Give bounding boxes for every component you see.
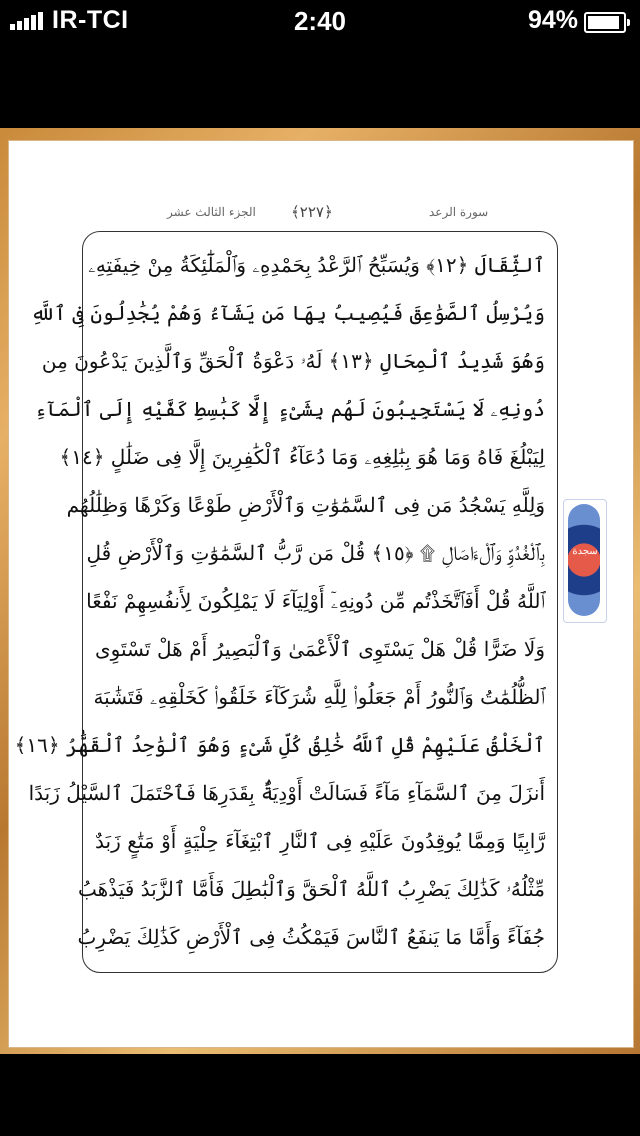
verse-line[interactable]: جُفَآءً وَأَمَّا مَا يَنفَعُ ٱلنَّاسَ فَيَمْكُثُ فِى ٱلْأَرْضِ كَذَٰلِكَ يَضْرِبُ (77, 925, 545, 949)
verse-line[interactable]: وَهُوَ شَدِيدُ ٱلْمِحَالِ ﴿١٣﴾ لَهُۥ دَعْوَةُ ٱلْحَقِّ وَٱلَّذِينَ يَدْعُونَ مِن (41, 349, 545, 373)
quran-page[interactable] (8, 140, 634, 1048)
sajda-ornament-icon (568, 504, 600, 616)
page-number: ﴿٢٢٧﴾ (291, 203, 333, 221)
surah-label: سورة الرعد (429, 205, 489, 219)
battery-percentage: 94% (527, 6, 578, 34)
verse-line[interactable]: ٱلظُّلُمَٰتُ وَٱلنُّورُ أَمْ جَعَلُوا۟ لِلَّهِ شُرَكَآءَ خَلَقُوا۟ كَخَلْقِهِۦ فَتَشَٰبَهَ (93, 685, 545, 709)
verse-line[interactable]: لِيَبْلُغَ فَاهُ وَمَا هُوَ بِبَٰلِغِهِۦ وَمَا دُعَآءُ ٱلْكَٰفِرِينَ إِلَّا فِى ضَلَٰلٍ ﴿١٤﴾ (59, 445, 545, 469)
ornamental-page-frame (0, 128, 640, 1054)
verse-line[interactable]: ٱلْخَلْقُ عَلَيْهِمْ قُلِ ٱللَّهُ خَٰلِقُ كُلِّ شَىْءٍ وَهُوَ ٱلْوَٰحِدُ ٱلْقَهَّٰرُ ﴿١٦﴾ (14, 733, 545, 757)
juz-label: الجزء الثالث عشر (167, 205, 256, 219)
verse-line[interactable]: رَّابِيًا وَمِمَّا يُوقِدُونَ عَلَيْهِ فِى ٱلنَّارِ ٱبْتِغَآءَ حِلْيَةٍ أَوْ مَتَٰعٍ زَبَدٌ (95, 829, 545, 853)
sajda-marker[interactable] (563, 499, 607, 623)
bottom-black-area (0, 1054, 640, 1136)
verse-line[interactable]: وَلَا ضَرًّا قُلْ هَلْ يَسْتَوِى ٱلْأَعْمَىٰ وَٱلْبَصِيرُ أَمْ هَلْ تَسْتَوِى (95, 637, 545, 661)
verse-line[interactable]: مِّثْلُهُۥ كَذَٰلِكَ يَضْرِبُ ٱللَّهُ ٱلْحَقَّ وَٱلْبَٰطِلَ فَأَمَّا ٱلزَّبَدُ فَيَذْهَبُ (78, 877, 545, 901)
verse-line[interactable]: وَلِلَّهِ يَسْجُدُ مَن فِى ٱلسَّمَٰوَٰتِ وَٱلْأَرْضِ طَوْعًا وَكَرْهًا وَظِلَٰلُهُم (66, 493, 545, 517)
carrier-name: IR-TCI (52, 6, 129, 34)
verse-line[interactable]: وَيُرْسِلُ ٱلصَّوَٰعِقَ فَيُصِيبُ بِهَا مَن يَشَآءُ وَهُمْ يُجَٰدِلُونَ فِى ٱللَّهِ (30, 301, 545, 325)
page-header (9, 203, 633, 227)
verse-line[interactable]: دُونِهِۦ لَا يَسْتَجِيبُونَ لَهُم بِشَىْءٍ إِلَّا كَبَٰسِطِ كَفَّيْهِ إِلَى ٱلْمَآءِ (34, 397, 545, 421)
verse-line[interactable]: ٱلثِّقَالَ ﴿١٢﴾ وَيُسَبِّحُ ٱلرَّعْدُ بِحَمْدِهِۦ وَٱلْمَلَٰٓئِكَةُ مِنْ خِيفَتِهِۦ (88, 253, 545, 277)
status-bar (0, 0, 640, 40)
verse-line[interactable]: بِٱلْغُدُوِّ وَٱلْءَاصَالِ ۩ ﴿١٥﴾ قُلْ مَن رَّبُّ ٱلسَّمَٰوَٰتِ وَٱلْأَرْضِ قُلِ (86, 541, 545, 565)
verse-line[interactable]: أَنزَلَ مِنَ ٱلسَّمَآءِ مَآءً فَسَالَتْ أَوْدِيَةٌۢ بِقَدَرِهَا فَٱحْتَمَلَ ٱلسَّيْلُ زَبَدًا (28, 781, 545, 805)
verse-line[interactable]: ٱللَّهُ قُلْ أَفَٱتَّخَذْتُم مِّن دُونِهِۦٓ أَوْلِيَآءَ لَا يَمْلِكُونَ لِأَنفُسِهِمْ نَفْعًا (86, 589, 545, 613)
status-time: 2:40 (293, 6, 347, 36)
verse-text-area[interactable] (14, 231, 558, 973)
sajda-label: سجدة (572, 546, 598, 557)
battery-icon (584, 12, 626, 33)
